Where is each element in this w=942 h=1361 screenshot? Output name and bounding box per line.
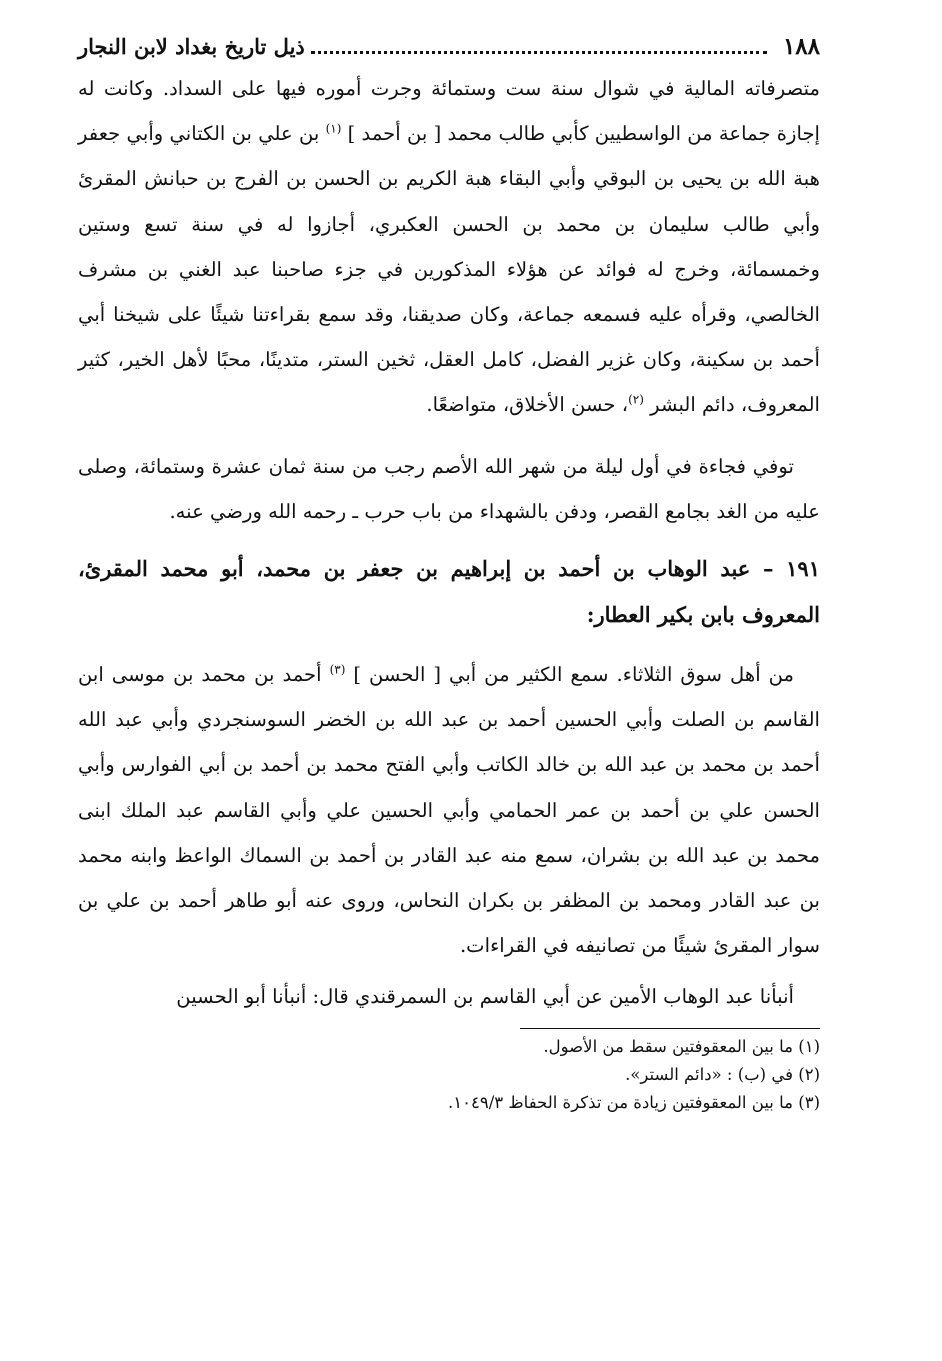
paragraph-text: أحمد بن محمد بن موسى ابن القاسم بن الصلت وأبي الحسين أحمد بن عبد الله بن الخضر السوسنجردي وأبي عبد الله أحمد بن محمد بن عبد الله بن خالد الكاتب وأبي الفتح محمد بن أحمد بن أبي الفوارس وأبي الحسن علي بن أحمد بن عمر الحمامي وأبي الحسين علي وأبي القاسم عبد الملك ابنى محمد بن عبد الله بن بشران، سمع منه عبد القادر بن أحمد بن السماك الواعظ وابنه محمد بن عبد القادر ومحمد بن المظفر بن بكران النحاس، وروى عنه أبو طاهر أحمد بن علي بن سوار المقرئ شيئًا من تصانيفه في القراءات. — [78, 663, 820, 958]
paragraph-death-notice: توفي فجاءة في أول ليلة من شهر الله الأصم رجب من سنة ثمان عشرة وستمائة، وصلى عليه من الغد بجامع القصر، ودفن بالشهداء من باب حرب ـ رحمه الله ورضي عنه. — [78, 454, 820, 523]
paragraph-text: بن علي بن الكتاني وأبي جعفر هبة الله بن يحيى بن البوقي وأبي البقاء هبة الكريم بن الحسن بن الفرج بن حبانش المقرئ وأبي طالب سليمان بن محمد بن الحسن العكبري، أجازوا له في سنة تسع وستين وخمسمائة، وخرج له فوائد عن هؤلاء المذكورين في جزء صاحبنا عبد الغني بن مشرف الخالصي، وقرأه عليه فسمعه جماعة، وكان صديقنا، وقد سمع بقراءتنا شيئًا على شيخنا أبي أحمد بن سكينة، وكان غزير الفضل، كامل العقل، ثخين الستر، متدينًا، محبًا لأهل الخير، كثير المعروف، دائم البشر — [78, 122, 820, 417]
footnote-1: (١) ما بين المعقوفتين سقط من الأصول. — [543, 1036, 820, 1056]
footnote-separator — [520, 1028, 820, 1029]
paragraph-isnad: أنبأنا عبد الوهاب الأمين عن أبي القاسم بن السمرقندي قال: أنبأنا أبو الحسين — [176, 985, 794, 1009]
paragraph-text: متصرفاته المالية في شوال سنة ست وستمائة وجرت أموره فيها على السداد. وكانت له إجازة جماعة من الواسطيين كأبي طالب محمد [ بن أحمد ] — [78, 77, 821, 146]
page-header — [78, 30, 820, 66]
footnote-ref-3: (٣) — [329, 662, 346, 677]
footnote-3: (٣) ما بين المعقوفتين زيادة من تذكرة الحفاظ ١٠٤٩/٣. — [448, 1092, 820, 1112]
paragraph-text: من أهل سوق الثلاثاء. سمع الكثير من أبي [ الحسن ] — [353, 663, 795, 687]
header-dot-leader — [311, 51, 767, 54]
paragraph-text: ، حسن الأخلاق، متواضعًا. — [426, 393, 629, 417]
entry-heading: ١٩١ – عبد الوهاب بن أحمد بن إبراهيم بن جعفر بن محمد، أبو محمد المقرئ، المعروف بابن بكير العطار: — [78, 556, 820, 628]
paragraph-biography — [78, 652, 820, 968]
footnote-2: (٢) في (ب) : «دائم الستر». — [625, 1064, 820, 1084]
footnote-ref-1: (١) — [325, 121, 342, 136]
paragraph-continuation — [78, 66, 820, 428]
running-title: ذيل تاريخ بغداد لابن النجار — [78, 34, 305, 59]
footnote-ref-2: (٢) — [628, 392, 644, 407]
page-number: ١٨٨ — [782, 33, 820, 60]
